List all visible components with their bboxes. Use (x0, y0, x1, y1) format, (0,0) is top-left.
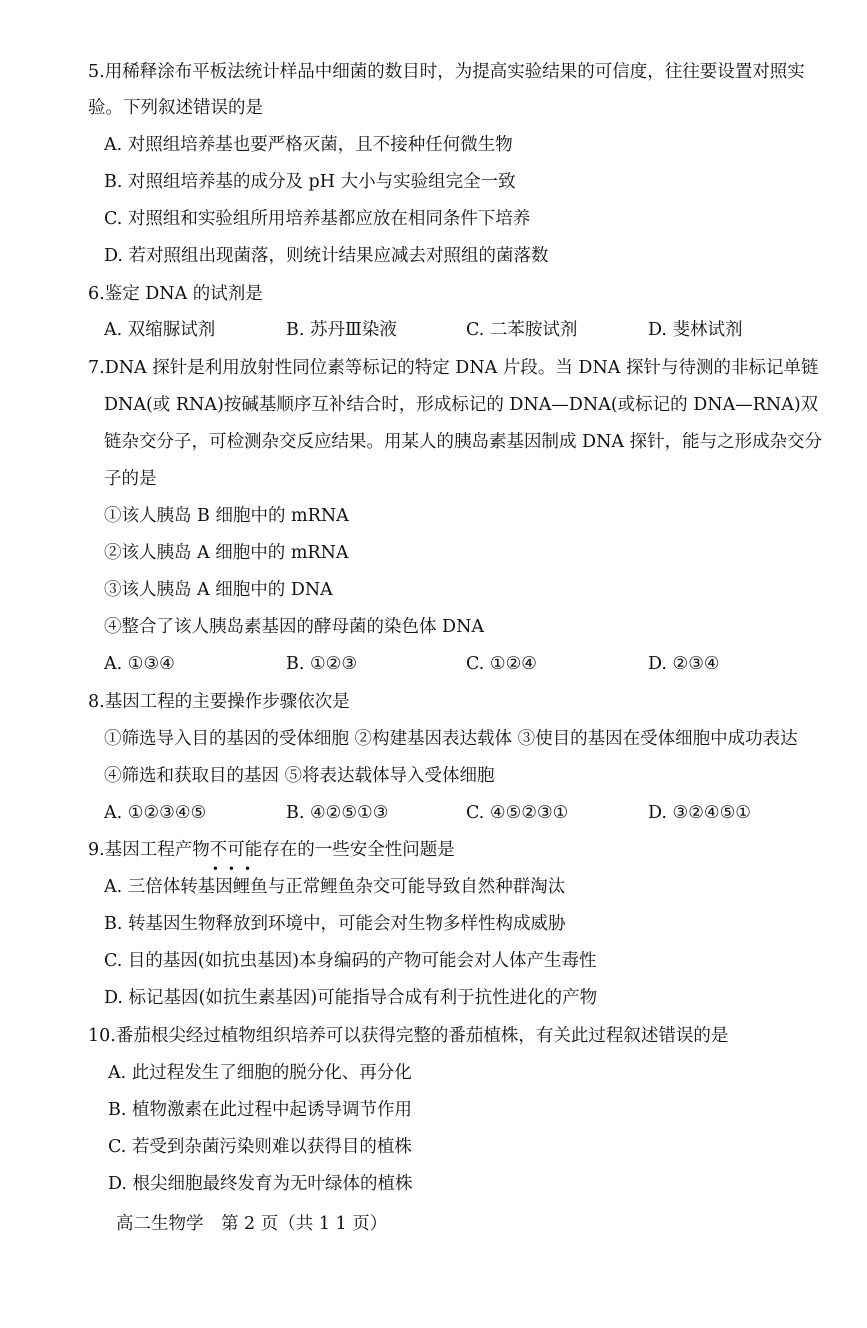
q7-item-1: ①该人胰岛 B 细胞中的 mRNA (104, 506, 349, 526)
q7-item-4: ④整合了该人胰岛素基因的酵母菌的染色体 DNA (104, 617, 485, 637)
q9-stem-emph-text: 不可能 (209, 840, 263, 860)
q5-option-b: B. 对照组培养基的成分及 pH 大小与实验组完全一致 (104, 172, 516, 192)
q6-option-b: B. 苏丹Ⅲ染液 (286, 320, 397, 340)
q8-option-d: D. ③②④⑤① (648, 803, 751, 823)
q7-stem-line1: 7.DNA 探针是利用放射性同位素等标记的特定 DNA 片段。当 DNA 探针与待测的非标记单链 (88, 358, 819, 378)
q7-stem-line3: 链杂交分子，可检测杂交反应结果。用某人的胰岛素基因制成 DNA 探针，能与之形成杂交分 (104, 432, 823, 452)
q6-stem: 6.鉴定 DNA 的试剂是 (88, 284, 263, 304)
q9-stem (88, 838, 828, 876)
q6-option-c: C. 二苯胺试剂 (466, 320, 578, 340)
q7-stem-line4: 子的是 (104, 469, 157, 489)
q8-option-a: A. ①②③④⑤ (104, 803, 207, 823)
q8-steps-line1: ①筛选导入目的基因的受体细胞 ②构建基因表达载体 ③使目的基因在受体细胞中成功表达 (104, 729, 798, 749)
q8-option-b: B. ④②⑤①③ (286, 803, 389, 823)
emphasis-dots: ••• (211, 862, 261, 876)
q7-stem-line2: DNA(或 RNA)按碱基顺序互补结合时，形成标记的 DNA—DNA(或标记的 DNA—RNA)双 (104, 395, 819, 415)
q10-stem: 10.番茄根尖经过植物组织培养可以获得完整的番茄植株，有关此过程叙述错误的是 (88, 1026, 729, 1046)
q5-stem-line1: 5.用稀释涂布平板法统计样品中细菌的数目时，为提高实验结果的可信度，往往要设置对照实 (88, 62, 805, 82)
q9-stem-before: 9.基因工程产物 (88, 840, 210, 860)
q6-option-a: A. 双缩脲试剂 (104, 320, 216, 340)
q10-option-a: A. 此过程发生了细胞的脱分化、再分化 (108, 1063, 412, 1083)
q5-option-a: A. 对照组培养基也要严格灭菌，且不接种任何微生物 (104, 135, 513, 155)
q7-option-b: B. ①②③ (286, 654, 358, 674)
q6-option-d: D. 斐林试剂 (648, 320, 743, 340)
q7-option-d: D. ②③④ (648, 654, 720, 674)
q9-stem-after: 存在的一些安全性问题是 (262, 840, 455, 860)
q9-option-d: D. 标记基因(如抗生素基因)可能指导合成有利于抗性进化的产物 (104, 988, 598, 1008)
q8-steps-line2: ④筛选和获取目的基因 ⑤将表达载体导入受体细胞 (104, 766, 495, 786)
q5-option-c: C. 对照组和实验组所用培养基都应放在相同条件下培养 (104, 209, 531, 229)
q9-option-c: C. 目的基因(如抗虫基因)本身编码的产物可能会对人体产生毒性 (104, 951, 597, 971)
q10-option-d: D. 根尖细胞最终发育为无叶绿体的植株 (108, 1174, 413, 1194)
q8-stem: 8.基因工程的主要操作步骤依次是 (88, 692, 350, 712)
q5-stem-line2: 验。下列叙述错误的是 (88, 98, 263, 118)
q9-option-b: B. 转基因生物释放到环境中，可能会对生物多样性构成威胁 (104, 914, 566, 934)
q10-option-b: B. 植物激素在此过程中起诱导调节作用 (108, 1100, 412, 1120)
q8-option-c: C. ④⑤②③① (466, 803, 569, 823)
q7-option-a: A. ①③④ (104, 654, 175, 674)
q9-stem-emphasis (209, 840, 263, 876)
q10-option-c: C. 若受到杂菌污染则难以获得目的植株 (108, 1137, 412, 1157)
q7-option-c: C. ①②④ (466, 654, 537, 674)
q5-option-d: D. 若对照组出现菌落，则统计结果应减去对照组的菌落数 (104, 246, 549, 266)
page-footer: 高二生物学 第 2 页（共 1 1 页） (116, 1214, 388, 1234)
q7-item-3: ③该人胰岛 A 细胞中的 DNA (104, 580, 333, 600)
q9-option-a: A. 三倍体转基因鲤鱼与正常鲤鱼杂交可能导致自然种群淘汰 (104, 877, 566, 897)
q7-item-2: ②该人胰岛 A 细胞中的 mRNA (104, 543, 349, 563)
